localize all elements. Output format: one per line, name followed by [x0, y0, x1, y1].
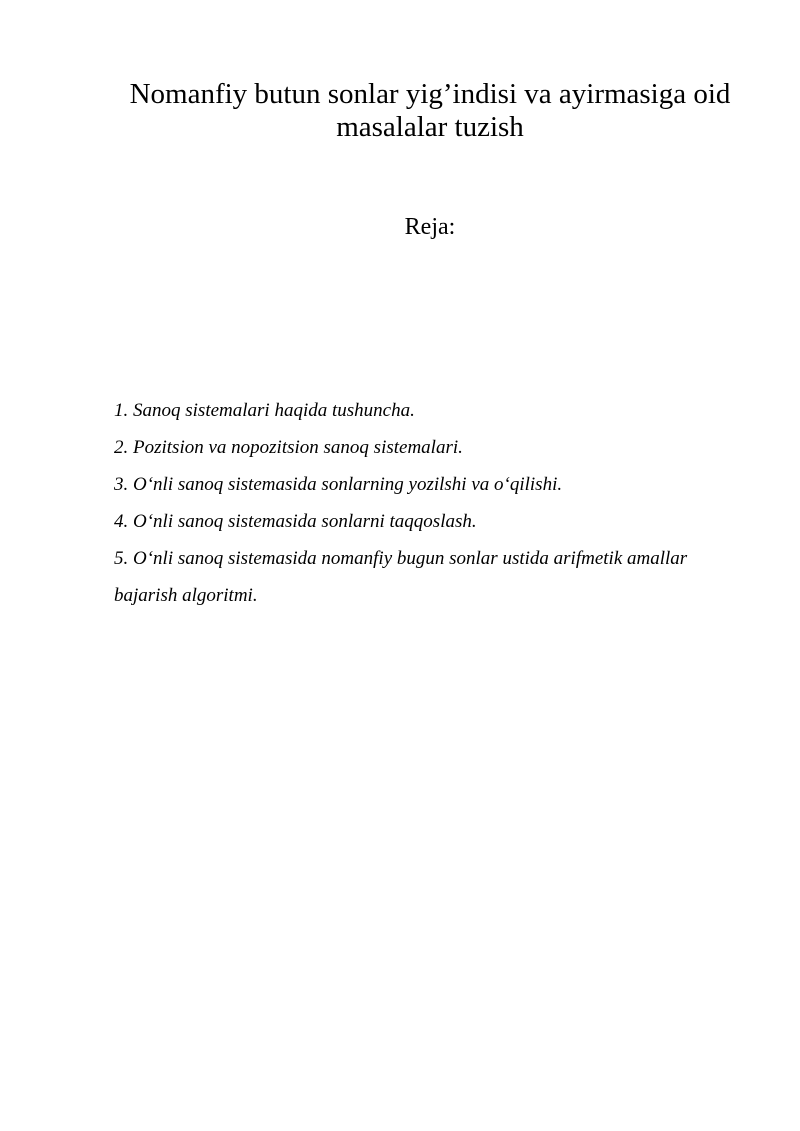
- plan-item: 3. O‘nli sanoq sistemasida sonlarning yozilshi va o‘qilishi.: [114, 474, 563, 495]
- plan-item: 2. Pozitsion va nopozitsion sanoq sistemalari.: [114, 437, 463, 458]
- plan-heading: Reja:: [404, 214, 456, 240]
- plan-list: [114, 392, 714, 614]
- plan-item: 4. O‘nli sanoq sistemasida sonlarni taqqoslash.: [114, 511, 477, 532]
- document-title: Nomanfiy butun sonlar yig’indisi va ayirmasiga oid masalalar tuzish: [129, 78, 731, 143]
- plan-item: 1. Sanoq sistemalari haqida tushuncha.: [114, 400, 415, 421]
- plan-item: 5. O‘nli sanoq sistemasida nomanfiy bugun sonlar ustida arifmetik amallar bajarish algoritmi.: [114, 548, 688, 606]
